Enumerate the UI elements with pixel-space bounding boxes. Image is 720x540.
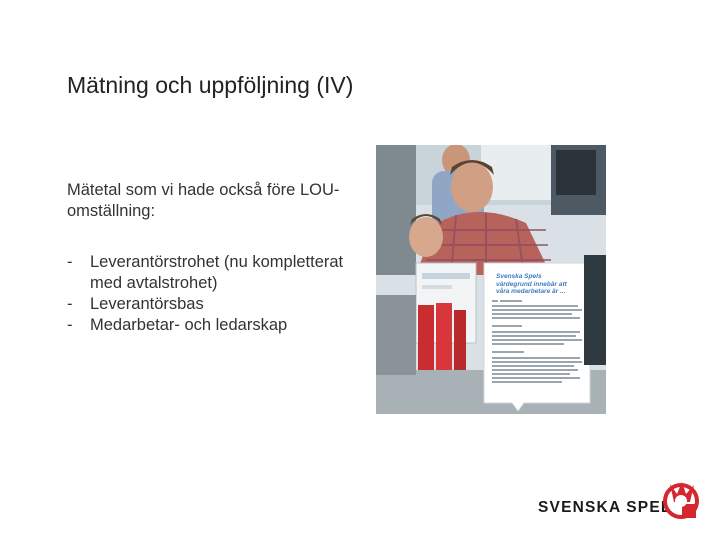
logo-text: SVENSKA SPEL	[538, 499, 672, 516]
brochure-heading-line: våra medarbetare är ...	[496, 288, 566, 295]
bullet-item	[67, 315, 347, 336]
bullet-marker: -	[67, 316, 73, 334]
svenska-spel-logo	[538, 478, 700, 520]
bullet-item	[67, 252, 347, 294]
bullet-text: Leverantörstrohet (nu kompletterat med avtalstrohet)	[90, 253, 344, 292]
bullet-item	[67, 294, 347, 315]
bullet-text: Medarbetar- och ledarskap	[90, 316, 288, 334]
crown-logo-icon	[660, 478, 700, 520]
bullet-marker: -	[67, 253, 73, 271]
office-photo	[376, 145, 606, 414]
brochure-heading-line: värdegrund innebär att	[496, 280, 567, 288]
bullet-marker: -	[67, 295, 73, 313]
bullet-text: Leverantörsbas	[90, 295, 204, 313]
brochure-heading	[496, 273, 590, 296]
intro-text: Mätetal som vi hade också före LOU-omställning:	[67, 181, 340, 220]
slide-title: Mätning och uppföljning (IV)	[67, 72, 354, 98]
bullet-list	[67, 252, 347, 336]
brochure-heading-line: Svenska Spels	[496, 273, 542, 280]
